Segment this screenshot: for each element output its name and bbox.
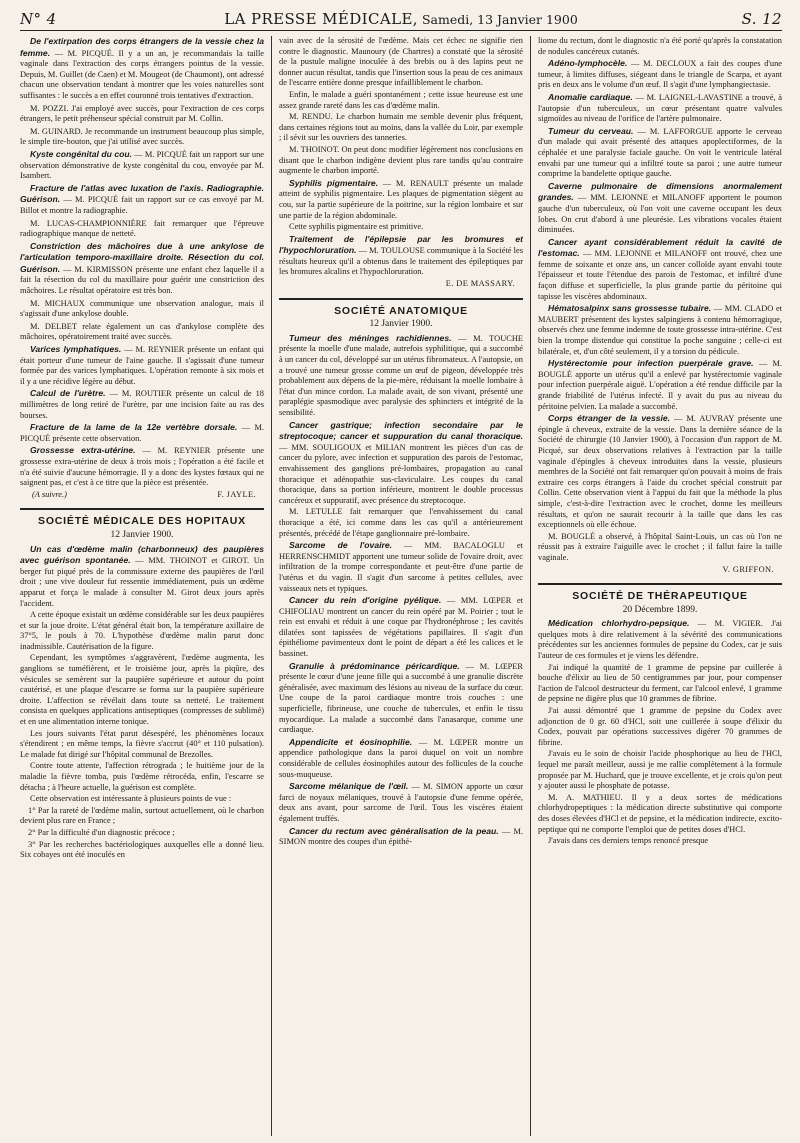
report-paragraph [20,445,264,488]
report-body: — M. KIRMISSON présente une enfant chez laquelle il a fait la résection du col du maxillaire pour guérir une constriction des mâchoires. Le résultat opératoire est très bon. [20,264,264,296]
section-name: SOCIÉTÉ MÉDICALE DES HOPITAUX [38,515,246,528]
report-paragraph [279,737,523,780]
section-name: SOCIÉTÉ ANATOMIQUE [334,304,468,317]
report-body: A cette époque existait un œdème considérable sur les deux paupières et sur la joue droite. L'état général était bon, la température axillaire de 37°5, le pouls à 70. L'hypothèse d'œdème malin parut donc inadmissible. Cautérisation de la figure. [20,610,264,651]
report-body: — M. SIMON apporte un cœur farci de noyaux mélaniques, trouvé à l'autopsie d'une femme opérée, deux ans avant, pour sarcome de l'œil. Tous les viscères étaient également truffés. [279,782,523,823]
report-paragraph [538,237,782,303]
report-title: Sarcome de l'ovaire. [289,540,393,551]
list-item: 3° Par les recherches bactériologiques auxquelles elle a donné lieu. Six cobayes ont été inoculés en [20,839,264,860]
report-paragraph [538,749,782,791]
report-title: Adéno-lymphocèle. [548,58,628,69]
report-body: Cependant, les symptômes s'aggravèrent, l'œdème augmenta, les ganglions se tuméfièrent, et le troisième jour, après la piqûre, des vésicules se semèrent sur la paupière supérieure et autour du point cautérisé, et une plaque d'escarre se forma sur la paupière supérieure droite. L'affection se révélait dans toute sa netteté. Le traitement consista en quelques applications antiseptiques (compresses de sublimé) et en une alimentation interne tonique. [20,653,264,727]
report-body: — M. TOUCHE présente la moelle d'une malade, autrefois syphilitique, qui a succombé à un cancer du col, développé sur un utérus fibromateux. A l'autopsie, on a trouvé une tumeur grosse comme un œuf de pigeon, développée très probablement aux dépens de la pie-mère, réduisant la moelle lombaire à l'état d'un mince cordon. La malade avait, de son vivant, présenté une paraplégie spasmodique avec paralysie des sphincters et intégrité de la sensibilité. [279,333,523,417]
report-body: Contre toute attente, l'affection rétrograda ; le huitième jour de la maladie la fièvre tomba, puis l'œdème rétrocéda, enfin, l'escarre se détacha ; à l'heure actuelle, la guérison est complète. [20,761,264,792]
section-heading [20,508,264,540]
report-body: — M. ROUTIER présente un calcul de 18 millimètres de long retiré de l'urètre, par une incision faite au ras des bourses. [20,389,264,420]
report-paragraph [279,507,523,539]
report-paragraph [538,706,782,748]
report-paragraph [20,344,264,387]
column-1 [20,36,264,1136]
report-title: Kyste congénital du cou. [30,148,133,159]
report-body: M. GUINARD. Je recommande un instrument beaucoup plus simple, le simple tire-bouton, que j'ai utilisé avec succès. [20,126,264,147]
report-paragraph [20,729,264,761]
to-be-continued: (A suivre.) [32,489,67,499]
report-paragraph [538,663,782,705]
report-body: — MM. LEJONNE et MILANOFF apportent le poumon gauche d'un tuberculeux, où l'on voit une caverne occupant les deux lobes. On crut d'abord à une pleurésie. Les vibrations vocales étaient diminuées. [538,193,782,235]
report-body: Cette observation est intéressante à plusieurs points de vue : [30,794,232,804]
report-paragraph [20,149,264,182]
report-paragraph [538,126,782,180]
report-body: — M. RENAULT présente un malade atteint de syphilis pigmentaire. Les plaques de pigmentation siègent au cou, sur la partie supérieure de la poitrine, sur la région lombaire et sur une partie de la région abdominale. [279,178,523,220]
report-body: J'avais dans ces derniers temps renoncé presque [548,836,709,846]
numbered-list [20,806,264,861]
report-body: M. MICHAUX communique une observation analogue, mais il s'agissait d'une ankylose double. [20,298,264,319]
signature-line [279,279,523,290]
report-title: Cancer du rectum avec généralisation de la peau. [289,825,499,836]
report-body: — M. DECLOUX a fait des coupes d'une tumeur, à limites diffuses, siégeant dans le triangle de Scarpa, et ayant pris en deux ans le volume d'un œuf. Il s'agit d'une lymphangiectasie. [538,59,782,90]
report-body: M. BOUGLÉ a observé, à l'hôpital Saint-Louis, un cas où l'on ne réussit pas à extraire l'aiguille avec le crochet ; il fallut faire la taille vaginale. [538,531,782,562]
report-body: — M. PICQUÉ. Il y a un an, je recommandais la taille vaginale dans l'extraction des corps étrangers pointus de la vessie. Depuis, M. Guillet (de Caen) et M. Mougeot (de Chaumont), ont adressé chacun une observation tendant à montrer que les voies naturelles sont suffisantes : le succès a en effet couronné trois tentatives d'extraction. [20,48,264,100]
report-title: Fracture de l'atlas avec luxation de l'axis. Radiographie. Guérison. [20,182,264,205]
report-paragraph [279,234,523,278]
report-paragraph [20,544,264,610]
report-title: Tumeur des méninges rachidiennes. [289,332,452,343]
report-title: Un cas d'œdème malin (charbonneux) des paupières avec guérison spontanée. [20,543,264,566]
report-body: — M. SIMON montre des coupes d'un épithé- [279,826,523,847]
issue-date: Samedi, 13 Janvier 1900 [417,12,578,27]
report-paragraph [20,653,264,727]
page-number: S. 12 [741,10,782,28]
report-body: — M. BOUGLÉ apporte un utérus qu'il a enlevé par hystérectomie vaginale pour infection puerpérale aiguë. L'opération a été rendue difficile par la grande friabilité de l'utérus infecté. Il y avait du pus au niveau du péritoine pelvien. La malade a succombé. [538,359,782,411]
report-paragraph [20,218,264,240]
report-paragraph [538,618,782,661]
report-body: — MM. BACALOGLU et HERRENSCHMIDT apportent une tumeur solide de l'ovaire droit, avec infiltration de la trompe correspondante et peut-être d'une partie de l'utérus et du vagin. Il s'agit d'un sarcome à petites cellules, avec vaisseaux nets et typiques. [279,541,523,593]
newspaper-page [20,8,782,1136]
hopitaux-reports [20,544,264,805]
report-title: Varices lymphatiques. [30,344,122,355]
report-title: Syphilis pigmentaire. [289,177,379,188]
report-body: — MM. CLADO et MAUBERT présentent des kystes salpingiens à contenu hémorragique, observés chez une femme indemne de toute grossesse intra-utérine. C'est bien la trompe distendue qui constitue la poche sanguine ; celle-ci est bilatérale, et, d'un côté seulement, il y a torsion du pédicule. [538,304,782,356]
report-paragraph [20,321,264,343]
report-title: Constriction des mâchoires due à une ankylose de l'articulation temporo-maxillaire droite. Résection du col. Guérison. [20,240,264,274]
report-paragraph [20,126,264,148]
report-title: Appendicite et éosinophilie. [289,736,413,747]
report-paragraph [279,178,523,221]
report-body: J'ai indiqué la quantité de 1 gramme de pepsine par cuillerée à bouche d'élixir au lieu de 50 centigrammes par jour, pour compenser l'action de l'alcool destructeur du ferment, car l'alcool enlevé, 1 gramme de pepsine ne digère plus que 10 grammes de fibrine. [538,662,782,704]
report-paragraph [279,661,523,736]
column-2 [279,36,523,1136]
report-title: Sarcome mélanique de l'œil. [289,781,409,792]
section-name: SOCIÉTÉ DE THÉRAPEUTIQUE [572,590,748,603]
report-body: — M. PICQUÉ présente cette observation. [20,423,264,443]
body-paragraph: M. RENDU. Le charbon humain me semble devenir plus fréquent, dans certaines régions tout au moins, dans la vallée du Loir, par exemple ; il sévit sur les ouvriers des tanneries. [279,112,523,143]
section-heading [538,583,782,615]
report-body: Cette syphilis pigmentaire est primitive. [289,222,424,232]
section-date: 20 Décembre 1899. [622,604,698,615]
author-signature: F. JAYLE. [217,489,256,499]
report-paragraph [279,595,523,660]
section-date: 12 Janvier 1900. [110,529,174,540]
report-paragraph [279,420,523,507]
report-paragraph [538,413,782,531]
section-heading [279,298,523,330]
list-item: 2° Par la difficulté d'un diagnostic précoce ; [28,827,175,837]
report-title: Tumeur du cerveau. [548,125,634,136]
section-date: 12 Janvier 1900. [369,319,433,330]
report-body: — M. REYNIER présente une grossesse extra-utérine de deux à trois mois ; l'opération a été facile et n'a été suivie d'aucune hémorragie. Il y a donc des kystes fœtaux qui ne saignent pas, et c'est à ce titre que la pièce est présentée. [20,446,264,488]
report-paragraph [538,92,782,125]
report-body: M. DELBET relate également un cas d'ankylose complète des mâchoires, opératoirement traité avec succès. [20,321,264,342]
report-paragraph [20,183,264,217]
report-paragraph [279,540,523,594]
report-title: Hystérectomie pour infection puerpérale grave. [548,358,754,369]
journal-name: LA PRESSE MÉDICALE, [224,10,418,28]
report-body: — M. LŒPER montre un appendice pathologique dans la paroi duquel on voit un nombre considérable de cellules éosinophiles autour des follicules de la couche sous-muqueuse. [279,737,523,779]
report-body: — MM. THOINOT et GIROT. Un berger fut piqué près de la commissure externe des paupières de l'œil droit ; une vive douleur fut ressentie immédiatement, puis un œdème apparut et força le malade à consulter M. Girot deux jours après l'accident. [20,556,264,608]
journal-title [20,10,782,28]
page-header [20,8,782,31]
author-signature: E. DE MASSARY. [445,279,515,289]
report-body: — M. LAIGNEL-LAVASTINE a trouvé, à l'autopsie d'un tuberculeux, un cœur présentant quatre valvules sigmoïdes au niveau de l'orifice de l'artère pulmonaire. [538,92,782,124]
column-3 [538,36,782,1136]
report-title: Cancer ayant considérablement réduit la cavité de l'estomac. [538,236,782,259]
report-body: — M. REYNIER présente un enfant qui était porteur d'une tumeur de l'aine gauche. Il s'agissait d'une tumeur formée par des varices lymphatiques. L'opération remonte à six mois et il y a une récidive légère au début. [20,345,264,386]
report-body: — M. LŒPER présente le cœur d'une jeune fille qui a succombé à une granulie discrète généralisée, avec maximum des lésions au niveau de la surface du cœur. Une coupe de la paroi cardiaque montre trois couches : une superficielle, fibrineuse, une couche de tubercules, et enfin le tissu myocardique. La malade a succombé dans l'anasarque, comme une cardiaque. [279,661,523,735]
report-paragraph [20,794,264,805]
report-paragraph [20,610,264,652]
report-title: Hématosalpinx sans grossesse tubaire. [548,303,712,314]
author-signature: V. GRIFFON. [722,564,774,574]
body-paragraph: liome du rectum, dont le diagnostic n'a été porté qu'après la constatation de nodules cancéreux cutanés. [538,36,782,56]
report-paragraph [538,358,782,412]
report-body: M. LUCAS-CHAMPIONNIÈRE fait remarquer que l'épreuve radiographique manque de netteté. [20,218,264,239]
signature-line [538,565,782,576]
report-body: — MM. SOULIGOUX et MILIAN montrent les pièces d'un cas de cancer du pylore, avec infection et suppuration des parois de l'estomac, envahissement des ganglions pré-lombaires, propagation au canal thoracique et adénopathie sus-claviculaire. Les coupes du canal thoracique, dans sa portion inférieure, montrent le double processus cancéreux et suppuratif, avec présence du streptocoque. [279,442,523,505]
report-paragraph [538,58,782,91]
report-paragraph [538,303,782,357]
report-body: Les jours suivants l'état parut désespéré, les phénomènes locaux s'étendirent ; en même temps, la fièvre s'accrut (40° et 110 pulsation). Le malade fut dirigé sur l'hôpital communal de Brezolles. [20,728,264,759]
article-columns [20,36,782,1136]
report-paragraph [20,761,264,793]
report-body: — M. TOULOUSE communique à la Société les résultats heureux qu'il a obtenus dans le traitement des épileptiques par les bromures alcalins et l'hypochloruration. [279,246,523,277]
issue-number: N° 4 [20,10,57,28]
report-paragraph [279,333,523,419]
report-body: — M. PICQUÉ fait un rapport sur ce cas envoyé par M. Billot et montre la radiographie. [20,195,264,215]
report-paragraph [20,298,264,320]
report-title: Cancer gastrique; infection secondaire par le streptocoque; cancer et suppuration du canal thoracique. [279,419,523,442]
report-paragraph [538,181,782,236]
report-body: — MM. LEJONNE et MILANOFF ont trouvé, chez une femme de soixante et onze ans, un cancer colloïde ayant envahi toute l'épaisseur et toute l'étendue des parois de l'estomac, et infiltré d'une façon diffuse et superficielle, la plus grande partie du péritoine qui tapisse les viscères abdominaux. [538,249,782,301]
report-paragraph [538,532,782,564]
report-title: Cancer du rein d'origine pyélique. [289,595,442,606]
report-body: M. A. MATHIEU. Il y a deux sortes de médications chlorhydropeptiques : la médication directe substitutive qui comporte des doses élevées d'HCl et de pepsine, et la médication indirecte, excito-peptique qui ne comporte l'emploi que de petites doses d'HCl. [538,792,782,834]
report-body: — M. VIGIER. J'ai quelques mots à dire relativement à la sévérité des communications précédentes sur les anciennes formules de pepsine du Codex, car je suis l'auteur de ces formules et je viens les défendre. [538,619,782,661]
report-title: Médication chlorhydro-pepsique. [548,618,690,629]
report-paragraph [279,781,523,824]
report-title: Traitement de l'épilepsie par les bromures et l'hypochloruration. [279,233,523,256]
body-paragraph: Enfin, le malade a guéri spontanément ; cette issue heureuse est une assez grande rareté dans les cas d'œdème malin. [279,89,523,110]
report-title: Anomalie cardiaque. [548,91,633,102]
chirurgie-reports [20,36,264,489]
report-title: Caverne pulmonaire de dimensions anormalement grandes. [538,180,782,203]
report-paragraph [20,103,264,125]
report-title: Fracture de la lame de la 12e vertèbre dorsale. [30,422,238,433]
report-title: De l'extirpation des corps étrangers de la vessie chez la femme. [20,36,264,58]
report-title: Calcul de l'urètre. [30,388,106,399]
report-paragraph [279,826,523,848]
report-body: M. LETULLE fait remarquer que l'envahissement du canal thoracique a été, ici comme dans les cas qu'il a antérieurement présentés, précédé de l'étape ganglionnaire pré-lombaire. [279,507,523,538]
report-paragraph [20,422,264,444]
report-paragraph [538,836,782,847]
body-paragraph: M. THOINOT. On peut donc modifier légèrement nos conclusions en disant que le charbon indigène devient plus rare tandis qu'au contraire augmente le charbon importé. [279,144,523,176]
report-body: M. POZZI. J'ai employé avec succès, pour l'extraction de ces corps étrangers, le petit préhenseur spécial construit par M. Collin. [20,103,264,124]
report-body: — M. PICQUÉ fait un rapport sur une observation démonstrative de kyste congénital du cou, envoyée par M. Isambert. [20,149,264,181]
column-divider [271,36,272,1136]
list-item: 1° Par la rareté de l'œdème malin, surtout actuellement, où le charbon devient plus rare en France ; [20,805,264,826]
report-paragraph [538,793,782,835]
report-paragraph [279,222,523,233]
report-paragraph [20,388,264,421]
report-title: Grossesse extra-utérine. [30,445,136,456]
report-body: — M. AUVRAY présente une épingle à cheveux, extraite de la vessie. Dans la dernière séance de la Société de chirurgie (10 Janvier 1900), à l'occasion d'un rapport de M. Picqué, sur deux observations relatives à l'extraction par la taille vaginale d'épingles à cheveux introduites dans la vessie, plusieurs membres de la Société ont fait remarquer qu'on pouvait à moins de frais extraire ces corps étrangers à l'aide du crochet spécial construit par Collin. Cette observation vient à l'appui du fait que la méthode la plus simple, c'est-à-dire l'extraction avec le crochet, donne les meilleurs résultats, et qu'on ne saurait recourir à la taille que dans les cas exceptionnels où elle échoue. [538,414,782,530]
report-body: — M. LAFFORGUE apporte le cerveau d'un malade qui avait présenté des attaques apoplectiformes, de la céphalée et une paralysie faciale gauche. On voit le ventricule latéral envahi par une tumeur qui a infiltré toute sa paroi ; une autre tumeur comprime la bandelette optique gauche. [538,126,782,179]
column-divider [530,36,531,1136]
report-paragraph [20,241,264,297]
report-paragraph [20,36,264,102]
report-body: J'ai aussi démontré que 1 gramme de pepsine du Codex avec adjonction de 0 gr. 60 d'HCl, soit une cuillerée à soupe d'élixir du Codex, pouvait par opérations successives digérer 70 grammes de fibrine. [538,706,782,747]
report-title: Corps étranger de la vessie. [548,413,671,424]
report-body: J'avais eu le soin de choisir l'acide phosphorique au lieu de l'HCl, lequel me paraît meilleur, aussi je me rallie complètement à la formule proposée par M. Huchard, que je trouve excellente, et je crois qu'on peut y ajouter aussi le phosphate de potasse. [538,749,782,791]
report-title: Granulie à prédominance péricardique. [289,660,460,671]
signature-line [20,490,264,501]
body-paragraph: vain avec de la sérosité de l'œdème. Mais cet échec ne signifie rien contre le diagnostic. Maunoury (de Chartres) a constaté que la sérosité de la pustule maligne inoculée à des brebis ou à des lapins peut ne donner aucun résultat, tandis que l'insertion sous la peau de ces animaux de l'escarre entière donne presque infailliblement le charbon. [279,36,523,88]
report-body: — MM. LŒPER et CHIFOLIAU montrent un cancer du rein opéré par M. Poirier ; tout le rein est envahi et réduit à une coque par l'hydronéphrose ; les cavités dilatées sont tapissées de végétations papillaires. Il s'agit d'un épithéliome pavimenteux dont le point de départ a été les calices et le bassinet. [279,596,523,659]
